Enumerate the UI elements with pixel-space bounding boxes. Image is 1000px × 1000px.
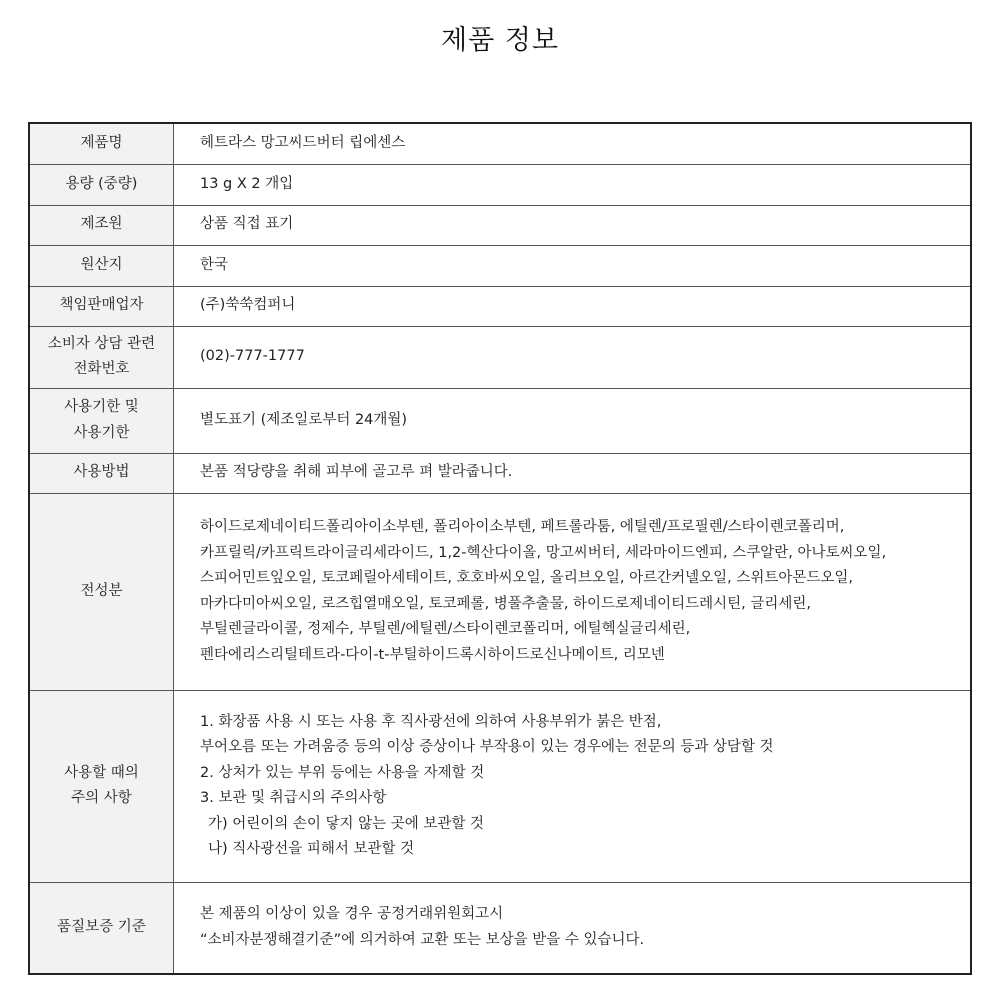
row-value: 한국 [174, 245, 972, 286]
row-value: 13 g X 2 개입 [174, 164, 972, 205]
table-row-ingredients [29, 493, 971, 690]
table-row-product-name [29, 123, 971, 164]
row-value: 별도표기 (제조일로부터 24개월) [174, 388, 972, 453]
table-row-capacity [29, 164, 971, 205]
row-value: 상품 직접 표기 [174, 205, 972, 245]
row-value: 헤트라스 망고씨드버터 립에센스 [174, 123, 972, 164]
row-value: 하이드로제네이티드폴리아이소부텐, 폴리아이소부텐, 페트롤라툼, 에틸렌/프로필렌/스타이렌코폴리머, 카프릴릭/카프릭트라이글리세라이드, 1,2-헥산다이올, 망고씨버터, 세라마이드엔피, 스쿠알란, 아나토씨오일, 스피어민트잎오일, 토코페릴아세테이트, 호호바씨오일, 올리브오일, 아르간커넬오일, 스위트아몬드오일, 마카다미아씨오일, 로즈힙열매오일, 토코페롤, 병풀추출물, 하이드로제네이티드레시틴, 글리세린, 부틸렌글라이콜, 정제수, 부틸렌/에틸렌/스타이렌코폴리머, 에틸헥실글리세린, 펜타에리스리틸테트라-다이-t-부틸하이드록시하이드로신나메이트, 리모넨 [174, 493, 972, 690]
table-row-origin [29, 245, 971, 286]
row-label: 제품명 [29, 123, 174, 164]
row-label: 사용방법 [29, 453, 174, 493]
row-value: (주)쑥쑥컴퍼니 [174, 286, 972, 326]
product-info-table [28, 122, 972, 975]
row-label: 소비자 상담 관련 전화번호 [29, 326, 174, 388]
table-row-customer-phone [29, 326, 971, 388]
row-value: 본 제품의 이상이 있을 경우 공정거래위원회고시 “소비자분쟁해결기준”에 의거하여 교환 또는 보상을 받을 수 있습니다. [174, 882, 972, 974]
table-row-precautions [29, 690, 971, 882]
row-label: 원산지 [29, 245, 174, 286]
table-row-usage [29, 453, 971, 493]
row-label: 품질보증 기준 [29, 882, 174, 974]
row-label: 제조원 [29, 205, 174, 245]
table-row-manufacturer [29, 205, 971, 245]
row-value: (02)-777-1777 [174, 326, 972, 388]
table-row-seller [29, 286, 971, 326]
table-row-expiry [29, 388, 971, 453]
row-value: 본품 적당량을 취해 피부에 골고루 펴 발라줍니다. [174, 453, 972, 493]
row-label: 용량 (중량) [29, 164, 174, 205]
row-label: 사용기한 및 사용기한 [29, 388, 174, 453]
row-label: 전성분 [29, 493, 174, 690]
row-value: 1. 화장품 사용 시 또는 사용 후 직사광선에 의하여 사용부위가 붉은 반점, 부어오름 또는 가려움증 등의 이상 증상이나 부작용이 있는 경우에는 전문의 등과 상담할 것 2. 상처가 있는 부위 등에는 사용을 자제할 것 3. 보관 및 취급시의 주의사항 가) 어린이의 손이 닿지 않는 곳에 보관할 것 나) 직사광선을 피해서 보관할 것 [174, 690, 972, 882]
row-label: 사용할 때의 주의 사항 [29, 690, 174, 882]
page-title: 제품 정보 [441, 25, 559, 56]
table-row-quality-guarantee [29, 882, 971, 974]
row-label: 책임판매업자 [29, 286, 174, 326]
